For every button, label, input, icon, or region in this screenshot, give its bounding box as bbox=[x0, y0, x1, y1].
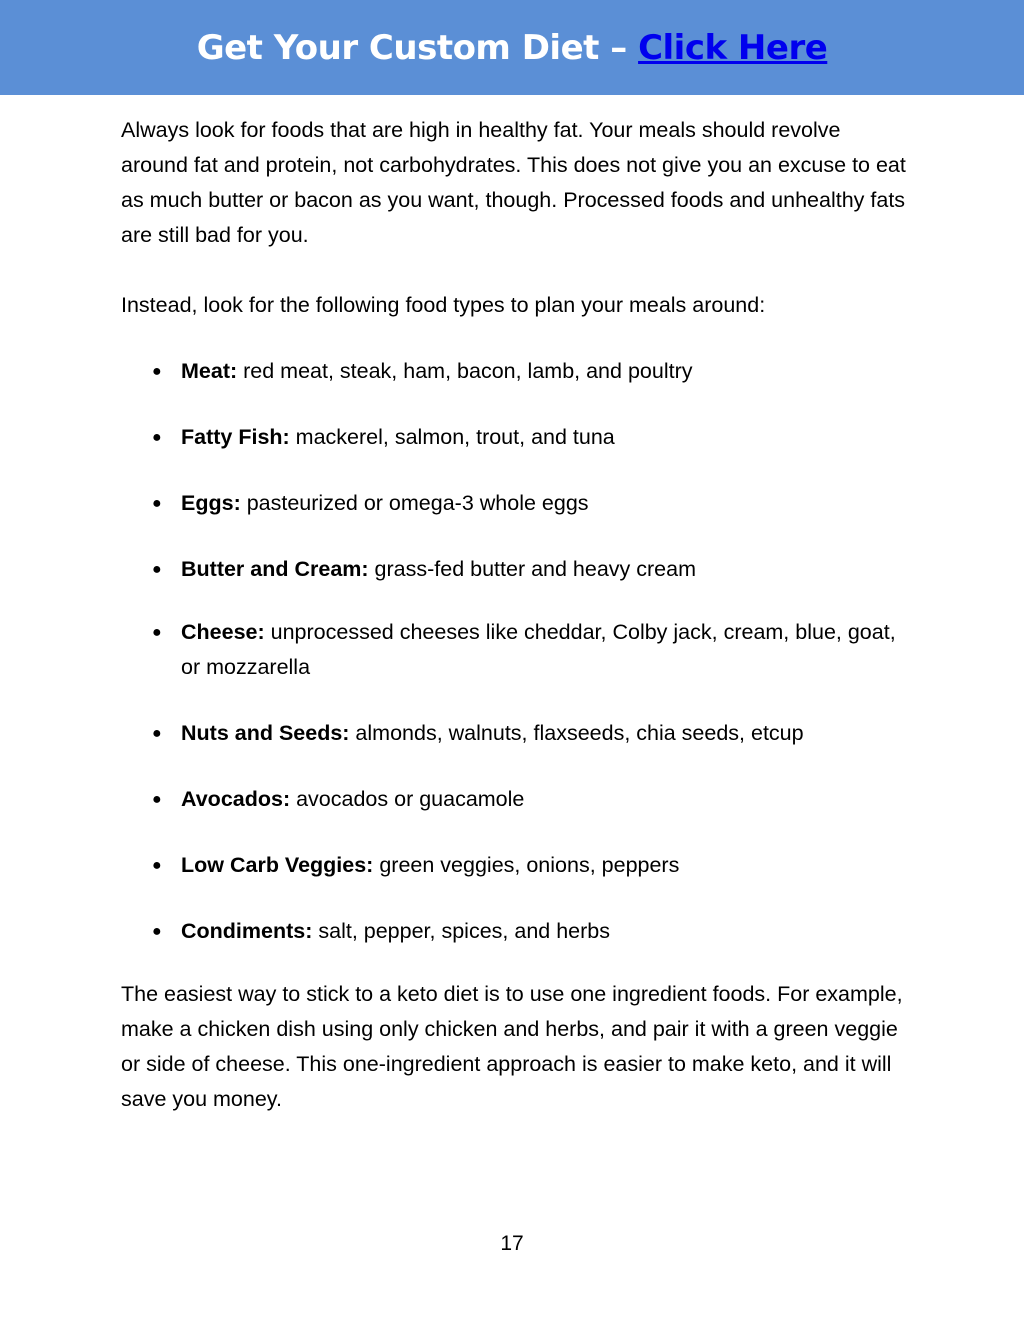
list-item-desc: unprocessed cheeses like cheddar, Colby jack, cream, blue, goat, or mozzarella bbox=[181, 620, 896, 679]
list-item-fatty-fish bbox=[121, 420, 911, 455]
bullet-icon: ● bbox=[152, 624, 162, 641]
list-item-nuts-and-seeds bbox=[121, 716, 911, 751]
list-item-desc: green veggies, onions, peppers bbox=[373, 853, 680, 877]
bullet-icon: ● bbox=[152, 791, 162, 808]
list-item-desc: pasteurized or omega-3 whole eggs bbox=[240, 491, 589, 515]
list-item-desc: almonds, walnuts, flaxseeds, chia seeds, etcup bbox=[349, 721, 804, 745]
page-content bbox=[121, 113, 911, 1117]
click-here-link[interactable]: Click Here bbox=[638, 27, 828, 68]
list-item-low-carb-veggies bbox=[121, 848, 911, 883]
intro-paragraph: Always look for foods that are high in healthy fat. Your meals should revolve around fat and protein, not carbohydrates. This does not give you an excuse to eat as much butter or bacon as you want, though. Processed foods and unhealthy fats are still bad for you. bbox=[121, 118, 906, 247]
bullet-icon: ● bbox=[152, 561, 162, 578]
bullet-icon: ● bbox=[152, 363, 162, 380]
list-item-term: Fatty Fish: bbox=[181, 425, 290, 449]
banner-title-text: Get Your Custom Diet – bbox=[196, 27, 639, 68]
banner-title bbox=[197, 28, 828, 68]
bullet-icon: ● bbox=[152, 725, 162, 742]
header-banner bbox=[0, 0, 1024, 95]
page-number: 17 bbox=[500, 1232, 524, 1255]
list-item-desc: salt, pepper, spices, and herbs bbox=[312, 919, 610, 943]
list-item-eggs bbox=[121, 486, 911, 521]
list-item-term: Avocados: bbox=[181, 787, 291, 811]
list-item-desc: red meat, steak, ham, bacon, lamb, and poultry bbox=[237, 359, 693, 383]
list-item-desc: mackerel, salmon, trout, and tuna bbox=[289, 425, 615, 449]
list-item-desc: avocados or guacamole bbox=[290, 787, 525, 811]
bullet-icon: ● bbox=[152, 429, 162, 446]
list-item-desc: grass-fed butter and heavy cream bbox=[368, 557, 697, 581]
list-item-avocados bbox=[121, 782, 911, 817]
list-item-term: Condiments: bbox=[181, 919, 313, 943]
list-item-cheese bbox=[121, 615, 911, 685]
closing-paragraph: The easiest way to stick to a keto diet is to use one ingredient foods. For example, make a chicken dish using only chicken and herbs, and pair it with a green veggie or side of cheese. This one-ingredient approach is easier to make keto, and it will save you money. bbox=[121, 982, 903, 1111]
list-item-condiments bbox=[121, 914, 911, 949]
list-item-term: Eggs: bbox=[181, 491, 241, 515]
list-item-meat bbox=[121, 354, 911, 389]
list-item-term: Nuts and Seeds: bbox=[181, 721, 350, 745]
bullet-icon: ● bbox=[152, 495, 162, 512]
bullet-icon: ● bbox=[152, 923, 162, 940]
list-item-term: Cheese: bbox=[181, 620, 265, 644]
list-item-term: Butter and Cream: bbox=[181, 557, 369, 581]
list-item-term: Low Carb Veggies: bbox=[181, 853, 374, 877]
food-type-list bbox=[121, 354, 911, 949]
bullet-icon: ● bbox=[152, 857, 162, 874]
list-item-butter-and-cream bbox=[121, 552, 911, 587]
list-item-term: Meat: bbox=[181, 359, 238, 383]
lead-paragraph: Instead, look for the following food types to plan your meals around: bbox=[121, 293, 766, 317]
